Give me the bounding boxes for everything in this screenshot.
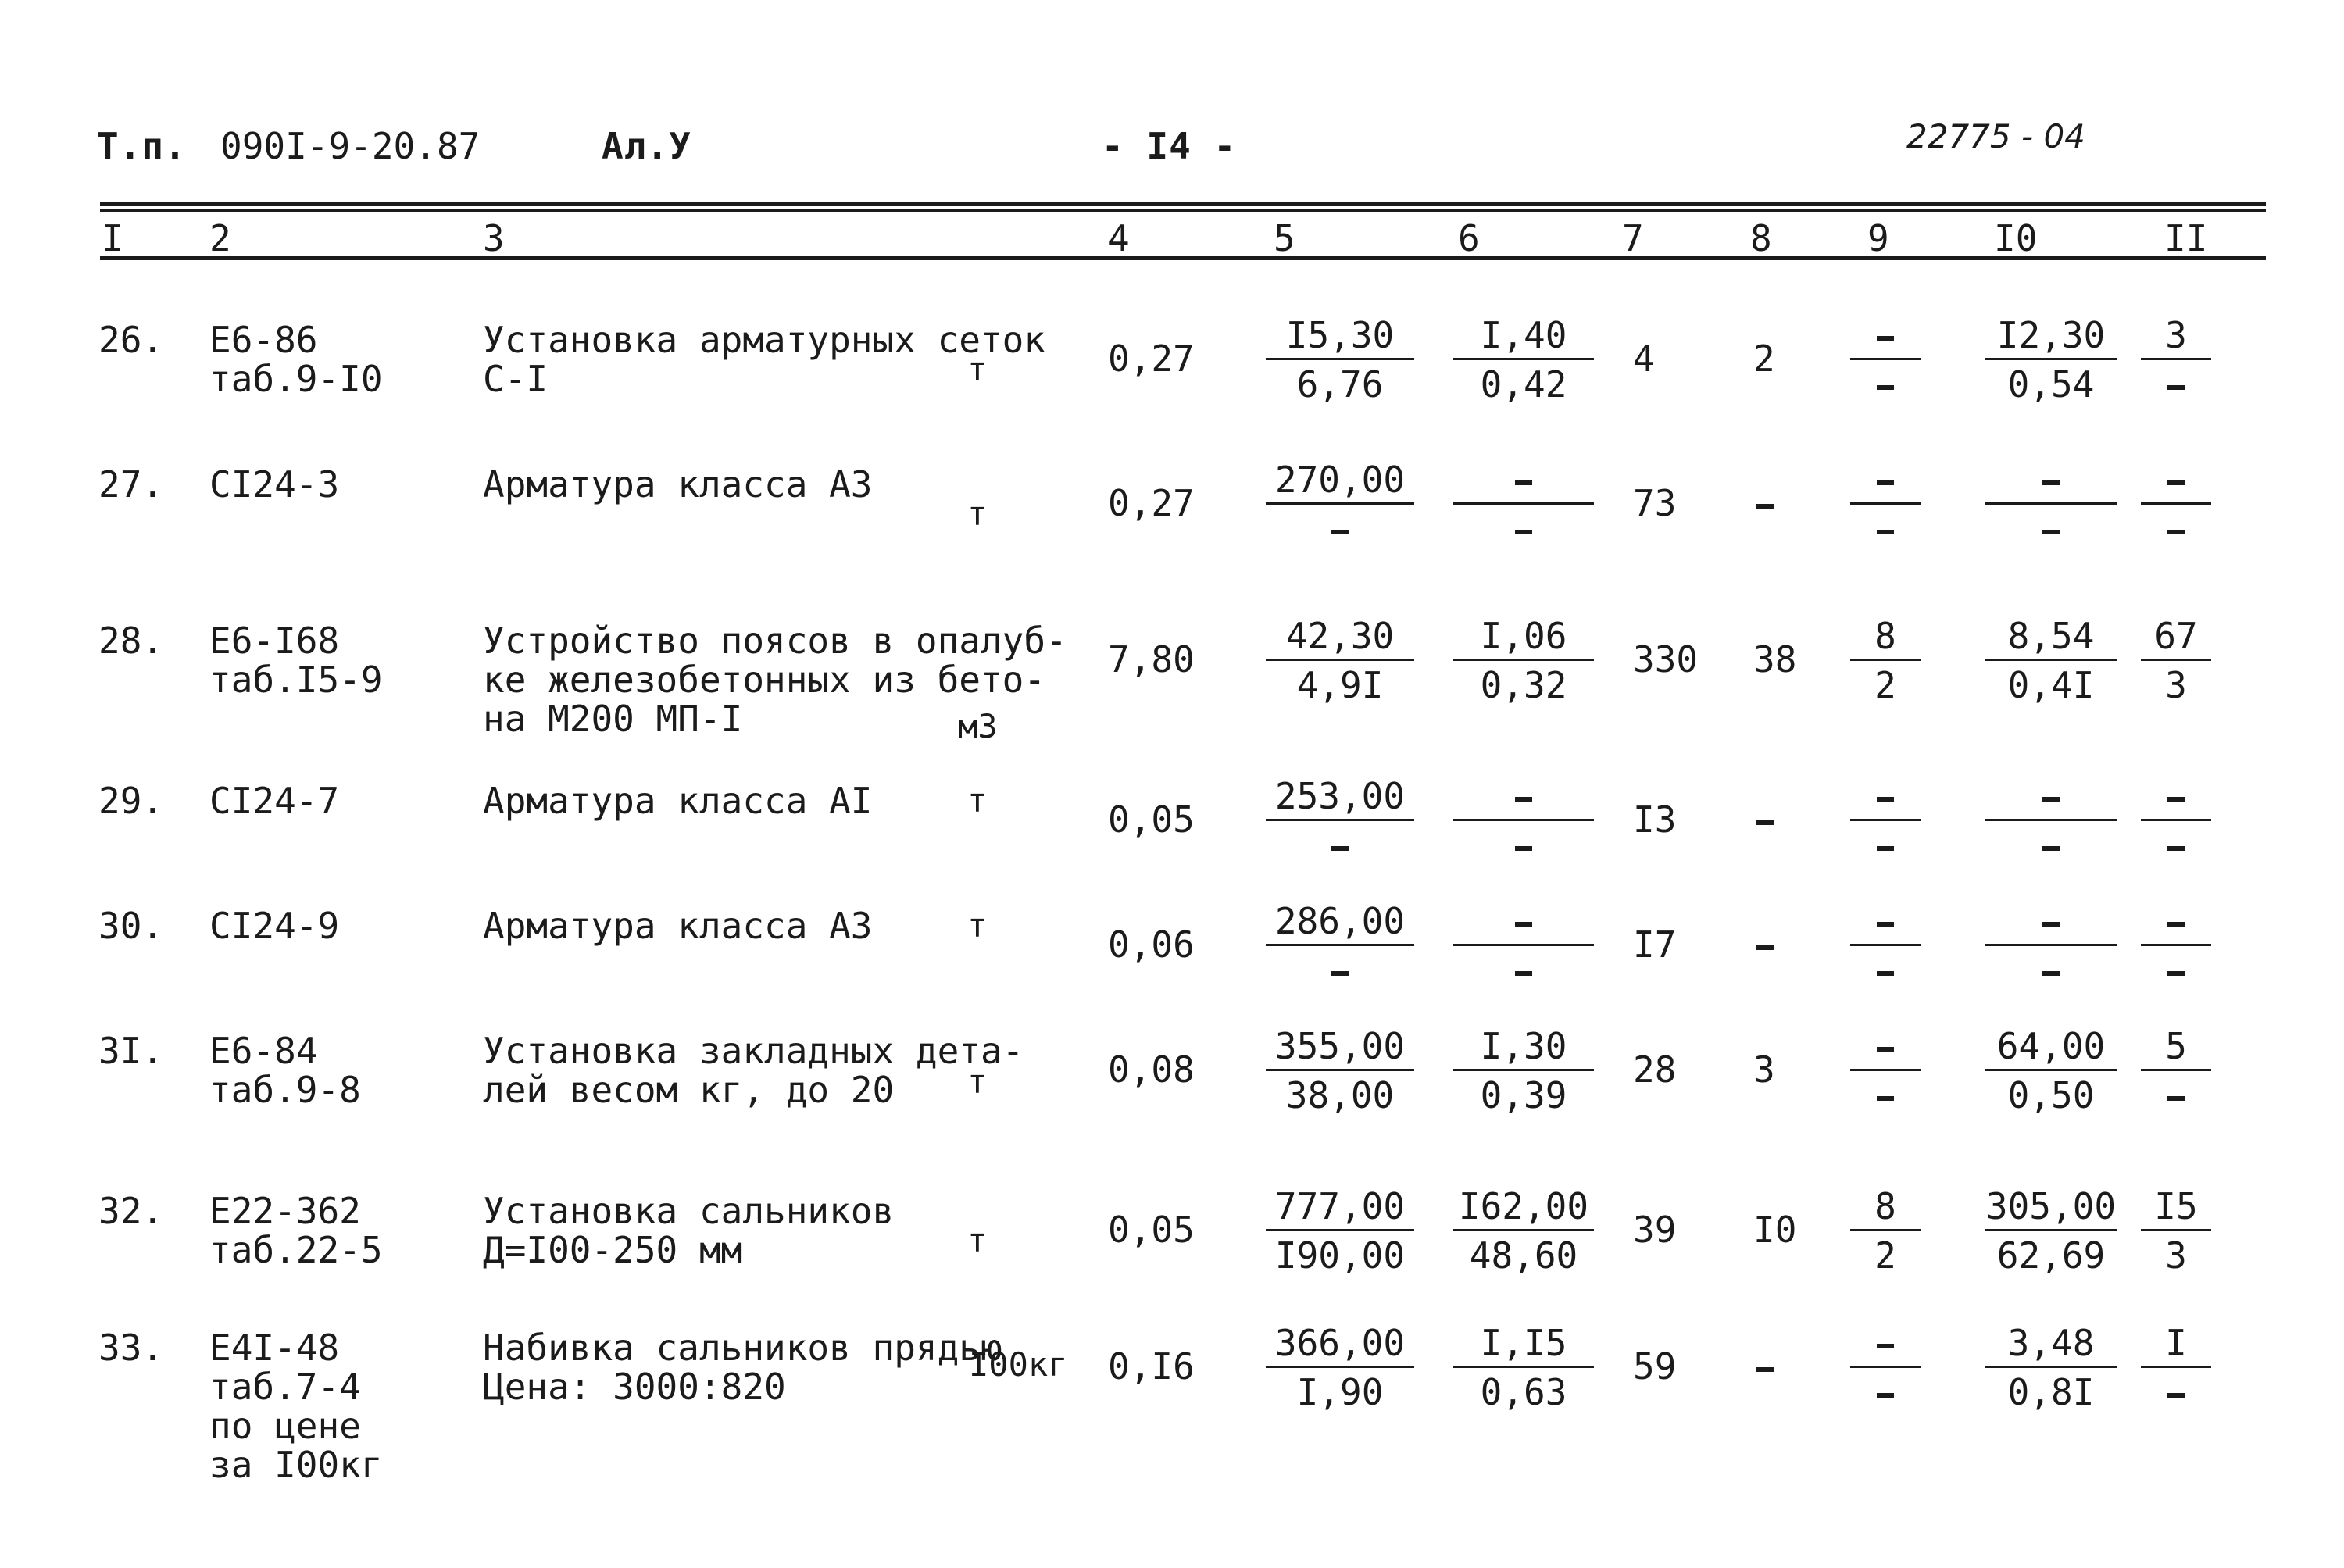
col8-value: 2 xyxy=(1753,338,1775,380)
col5-value-numerator: 777,00 xyxy=(1274,1185,1406,1227)
col11-value-numerator xyxy=(2141,777,2211,817)
col-header-3: 3 xyxy=(483,217,505,259)
col5-value xyxy=(1266,316,1414,405)
rate-code: СI24-3 xyxy=(209,463,340,505)
col11-value-fraction-bar xyxy=(2141,944,2211,946)
col11-value-denominator xyxy=(2141,1373,2211,1413)
col8-value: 38 xyxy=(1753,638,1797,680)
col11-value xyxy=(2141,777,2211,866)
unit-of-measure: т xyxy=(967,781,988,820)
col7-value: I7 xyxy=(1633,923,1677,966)
col6-value-numerator: I,30 xyxy=(1480,1025,1567,1067)
col6-value-fraction-bar xyxy=(1453,1366,1594,1368)
col6-value xyxy=(1453,616,1594,706)
col5-value-fraction-bar xyxy=(1266,944,1414,946)
col11-value-denominator: 3 xyxy=(2165,1234,2187,1277)
col9-value-numerator xyxy=(1850,777,1921,817)
col6-value-dash xyxy=(1515,530,1532,534)
col11-value xyxy=(2141,1323,2211,1413)
col9-value-numerator xyxy=(1850,1323,1921,1364)
col10-value-denominator xyxy=(1985,509,2117,550)
col11-value-fraction-bar xyxy=(2141,358,2211,360)
col5-value-numerator: 42,30 xyxy=(1285,615,1395,657)
col10-value-dash xyxy=(2042,971,2060,976)
col9-value xyxy=(1850,460,1921,550)
top-double-rule-a xyxy=(100,202,2266,206)
col5-value-numerator: 366,00 xyxy=(1274,1322,1406,1364)
col-header-6: 6 xyxy=(1458,217,1480,259)
col6-value-fraction-bar xyxy=(1453,502,1594,505)
work-description: Установка закладных дета- лей весом кг, до 20 xyxy=(483,1030,1024,1111)
quantity: 7,80 xyxy=(1108,638,1195,680)
col11-value-dash xyxy=(2167,922,2185,927)
col9-value-fraction-bar xyxy=(1850,502,1921,505)
col9-value-dash xyxy=(1877,1047,1894,1052)
col6-value-dash xyxy=(1515,797,1532,802)
col6-value xyxy=(1453,316,1594,405)
col6-value-denominator: 0,63 xyxy=(1480,1371,1567,1413)
col11-value-fraction-bar xyxy=(2141,1069,2211,1071)
col10-value-denominator: 0,50 xyxy=(2007,1074,2095,1116)
col11-value-dash xyxy=(2167,797,2185,802)
col10-value-dash xyxy=(2042,480,2060,485)
col11-value-dash xyxy=(2167,1096,2185,1101)
col5-value-dash xyxy=(1331,846,1349,851)
col10-value-fraction-bar xyxy=(1985,1069,2117,1071)
col11-value-denominator xyxy=(2141,951,2211,991)
col9-value xyxy=(1850,616,1921,706)
col11-value-dash xyxy=(2167,530,2185,534)
col5-value-numerator: 270,00 xyxy=(1274,459,1406,501)
column-header-rule xyxy=(100,256,2266,260)
col9-value-numerator: 8 xyxy=(1874,615,1896,657)
col5-value-denominator xyxy=(1266,826,1414,866)
col9-value-denominator xyxy=(1850,509,1921,550)
col6-value-fraction-bar xyxy=(1453,819,1594,821)
col7-value: 330 xyxy=(1633,638,1699,680)
col9-value-fraction-bar xyxy=(1850,659,1921,661)
col10-value-fraction-bar xyxy=(1985,1229,2117,1231)
col6-value-fraction-bar xyxy=(1453,659,1594,661)
col-header-2: 2 xyxy=(209,217,231,259)
col5-value-denominator xyxy=(1266,509,1414,550)
col9-value-denominator: 2 xyxy=(1874,1234,1896,1277)
col-header-11: II xyxy=(2164,217,2208,259)
col11-value-fraction-bar xyxy=(2141,819,2211,821)
top-double-rule-b xyxy=(100,209,2266,212)
col5-value-fraction-bar xyxy=(1266,1229,1414,1231)
col9-value xyxy=(1850,1323,1921,1413)
col7-value: 39 xyxy=(1633,1209,1677,1251)
rate-code: Е6-I68 таб.I5-9 xyxy=(209,620,383,701)
col8-dash xyxy=(1756,945,1774,950)
col11-value-numerator xyxy=(2141,460,2211,501)
row-number: 26. xyxy=(98,319,164,361)
col-header-1: I xyxy=(102,217,123,259)
col10-value xyxy=(1985,1187,2117,1277)
col5-value-fraction-bar xyxy=(1266,659,1414,661)
col-header-8: 8 xyxy=(1750,217,1772,259)
col6-value-fraction-bar xyxy=(1453,1229,1594,1231)
col5-value-denominator: I90,00 xyxy=(1274,1234,1406,1277)
page-number: - I4 - xyxy=(1102,125,1237,167)
col10-value-fraction-bar xyxy=(1985,1366,2117,1368)
col11-value xyxy=(2141,1187,2211,1277)
col9-value-dash xyxy=(1877,530,1894,534)
col5-value-denominator: I,90 xyxy=(1296,1371,1384,1413)
col11-value-numerator: 67 xyxy=(2154,615,2198,657)
col7-value: I3 xyxy=(1633,798,1677,841)
col5-value-numerator: I5,30 xyxy=(1285,314,1395,356)
col9-value xyxy=(1850,777,1921,866)
col9-value-dash xyxy=(1877,846,1894,851)
col10-value-fraction-bar xyxy=(1985,358,2117,360)
col10-value xyxy=(1985,1027,2117,1116)
quantity: 0,08 xyxy=(1108,1048,1195,1091)
col6-value-numerator xyxy=(1453,777,1594,817)
col8-value: 3 xyxy=(1753,1048,1775,1091)
col10-value-numerator: 305,00 xyxy=(1985,1185,2117,1227)
col11-value-numerator: 3 xyxy=(2165,314,2187,356)
col6-value-denominator xyxy=(1453,951,1594,991)
work-description: Арматура класса А3 xyxy=(483,905,873,947)
col10-value-numerator: 64,00 xyxy=(1996,1025,2106,1067)
col-header-4: 4 xyxy=(1108,217,1130,259)
col6-value xyxy=(1453,1027,1594,1116)
col9-value xyxy=(1850,316,1921,405)
unit-of-measure: т xyxy=(967,906,988,945)
col6-value-denominator: 48,60 xyxy=(1469,1234,1578,1277)
col11-value-denominator: 3 xyxy=(2165,664,2187,706)
row-number: 27. xyxy=(98,463,164,505)
col10-value xyxy=(1985,1323,2117,1413)
col11-value-numerator: I xyxy=(2165,1322,2187,1364)
quantity: 0,05 xyxy=(1108,798,1195,841)
col10-value-denominator: 62,69 xyxy=(1996,1234,2106,1277)
col9-value-fraction-bar xyxy=(1850,944,1921,946)
col10-value-denominator xyxy=(1985,951,2117,991)
col11-value-fraction-bar xyxy=(2141,659,2211,661)
col6-value-denominator: 0,39 xyxy=(1480,1074,1567,1116)
rate-code: Е6-86 таб.9-I0 xyxy=(209,319,383,400)
work-description: Устройство поясов в опалуб- ке железобетонных из бето- на М200 МП-I xyxy=(483,620,1067,740)
unit-of-measure: т xyxy=(967,1221,988,1259)
col5-value xyxy=(1266,1323,1414,1413)
col8-dash xyxy=(1756,820,1774,825)
col9-value-dash xyxy=(1877,797,1894,802)
col11-value xyxy=(2141,460,2211,550)
col6-value-denominator: 0,32 xyxy=(1480,664,1567,706)
col11-value-numerator: 5 xyxy=(2165,1025,2187,1067)
quantity: 0,I6 xyxy=(1108,1345,1195,1388)
col9-value-dash xyxy=(1877,336,1894,341)
col11-value xyxy=(2141,1027,2211,1116)
col7-value: 28 xyxy=(1633,1048,1677,1091)
work-description: Установка арматурных сеток С-I xyxy=(483,319,1046,400)
col9-value-fraction-bar xyxy=(1850,1069,1921,1071)
col-header-7: 7 xyxy=(1622,217,1644,259)
col11-value-dash xyxy=(2167,385,2185,390)
col5-value xyxy=(1266,460,1414,550)
col10-value-dash xyxy=(2042,922,2060,927)
col5-value-numerator: 253,00 xyxy=(1274,775,1406,817)
col6-value xyxy=(1453,1323,1594,1413)
rate-code: Е6-84 таб.9-8 xyxy=(209,1030,361,1111)
row-number: 28. xyxy=(98,620,164,662)
col6-value xyxy=(1453,777,1594,866)
row-number: 3I. xyxy=(98,1030,164,1072)
rate-code: Е22-362 таб.22-5 xyxy=(209,1190,383,1271)
col5-value-dash xyxy=(1331,971,1349,976)
col6-value-numerator: I,40 xyxy=(1480,314,1567,356)
col5-value xyxy=(1266,1027,1414,1116)
col11-value-denominator xyxy=(2141,1076,2211,1116)
col10-value-fraction-bar xyxy=(1985,819,2117,821)
col10-value-fraction-bar xyxy=(1985,944,2117,946)
col10-value-denominator xyxy=(1985,826,2117,866)
tp-label: Т.п. xyxy=(97,125,187,167)
col6-value xyxy=(1453,902,1594,991)
col11-value xyxy=(2141,902,2211,991)
col11-value-dash xyxy=(2167,1393,2185,1398)
col5-value-numerator: 355,00 xyxy=(1274,1025,1406,1067)
col11-value-numerator xyxy=(2141,902,2211,942)
col10-value-numerator xyxy=(1985,777,2117,817)
col9-value-denominator xyxy=(1850,1076,1921,1116)
col6-value xyxy=(1453,1187,1594,1277)
col6-value-denominator xyxy=(1453,509,1594,550)
col10-value-numerator xyxy=(1985,902,2117,942)
col6-value-dash xyxy=(1515,922,1532,927)
col7-value: 73 xyxy=(1633,482,1677,524)
col10-value-dash xyxy=(2042,797,2060,802)
col11-value-denominator xyxy=(2141,509,2211,550)
col9-value-fraction-bar xyxy=(1850,1366,1921,1368)
col9-value-dash xyxy=(1877,1096,1894,1101)
work-description: Установка сальников Д=I00-250 мм xyxy=(483,1190,895,1271)
work-description: Арматура класса А3 xyxy=(483,463,873,505)
col8-dash xyxy=(1756,1367,1774,1372)
col11-value-denominator xyxy=(2141,365,2211,405)
col8-value: I0 xyxy=(1753,1209,1797,1251)
col6-value-denominator xyxy=(1453,826,1594,866)
col9-value-dash xyxy=(1877,971,1894,976)
col9-value-dash xyxy=(1877,480,1894,485)
album-label: Ал.У xyxy=(602,125,691,167)
col6-value-numerator xyxy=(1453,460,1594,501)
col9-value-fraction-bar xyxy=(1850,358,1921,360)
col11-value-fraction-bar xyxy=(2141,1229,2211,1231)
col9-value-numerator xyxy=(1850,902,1921,942)
unit-of-measure: I00кг xyxy=(969,1345,1068,1384)
col5-value-numerator: 286,00 xyxy=(1274,900,1406,942)
unit-of-measure: т xyxy=(967,1063,988,1101)
col9-value-fraction-bar xyxy=(1850,819,1921,821)
col9-value-numerator xyxy=(1850,460,1921,501)
col9-value xyxy=(1850,902,1921,991)
col11-value-denominator xyxy=(2141,826,2211,866)
col7-value: 59 xyxy=(1633,1345,1677,1388)
work-description: Арматура класса АI xyxy=(483,780,873,822)
col10-value-fraction-bar xyxy=(1985,659,2117,661)
col7-value: 4 xyxy=(1633,338,1655,380)
col5-value-fraction-bar xyxy=(1266,502,1414,505)
col9-value-numerator: 8 xyxy=(1874,1185,1896,1227)
col11-value-dash xyxy=(2167,846,2185,851)
col9-value-numerator xyxy=(1850,316,1921,356)
doc-number: 22775 - 04 xyxy=(1906,117,2085,155)
col6-value-fraction-bar xyxy=(1453,1069,1594,1071)
col10-value xyxy=(1985,902,2117,991)
col5-value xyxy=(1266,1187,1414,1277)
row-number: 29. xyxy=(98,780,164,822)
col9-value-dash xyxy=(1877,1393,1894,1398)
col6-value-fraction-bar xyxy=(1453,944,1594,946)
col5-value-fraction-bar xyxy=(1266,358,1414,360)
col11-value-fraction-bar xyxy=(2141,502,2211,505)
col6-value-numerator: I,I5 xyxy=(1480,1322,1567,1364)
col10-value-numerator: I2,30 xyxy=(1996,314,2106,356)
col9-value-numerator xyxy=(1850,1027,1921,1067)
col11-value xyxy=(2141,316,2211,405)
col10-value xyxy=(1985,616,2117,706)
work-description: Набивка сальников прядью Цена: 3000:820 xyxy=(483,1327,1002,1408)
col9-value-denominator xyxy=(1850,365,1921,405)
quantity: 0,27 xyxy=(1108,338,1195,380)
col11-value xyxy=(2141,616,2211,706)
project-code: 090I-9-20.87 xyxy=(220,125,481,167)
col5-value xyxy=(1266,777,1414,866)
col9-value-denominator: 2 xyxy=(1874,664,1896,706)
unit-of-measure: т xyxy=(967,495,988,533)
col5-value-fraction-bar xyxy=(1266,819,1414,821)
col5-value xyxy=(1266,616,1414,706)
col6-value-fraction-bar xyxy=(1453,358,1594,360)
col9-value-denominator xyxy=(1850,1373,1921,1413)
col9-value xyxy=(1850,1027,1921,1116)
col10-value-dash xyxy=(2042,846,2060,851)
unit-of-measure: т xyxy=(967,350,988,388)
rate-code: СI24-9 xyxy=(209,905,340,947)
col9-value-dash xyxy=(1877,922,1894,927)
col5-value-denominator xyxy=(1266,951,1414,991)
quantity: 0,05 xyxy=(1108,1209,1195,1251)
col-header-10: I0 xyxy=(1994,217,2038,259)
col5-value-denominator: 6,76 xyxy=(1296,363,1384,405)
col10-value-denominator: 0,54 xyxy=(2007,363,2095,405)
col5-value-fraction-bar xyxy=(1266,1366,1414,1368)
col5-value xyxy=(1266,902,1414,991)
col9-value-denominator xyxy=(1850,826,1921,866)
col-header-9: 9 xyxy=(1867,217,1889,259)
col5-value-fraction-bar xyxy=(1266,1069,1414,1071)
col10-value xyxy=(1985,460,2117,550)
row-number: 30. xyxy=(98,905,164,947)
col5-value-dash xyxy=(1331,530,1349,534)
quantity: 0,06 xyxy=(1108,923,1195,966)
col6-value-numerator: I,06 xyxy=(1480,615,1567,657)
col11-value-numerator: I5 xyxy=(2154,1185,2198,1227)
row-number: 32. xyxy=(98,1190,164,1232)
col8-dash xyxy=(1756,504,1774,509)
col10-value-denominator: 0,8I xyxy=(2007,1371,2095,1413)
col9-value xyxy=(1850,1187,1921,1277)
col11-value-fraction-bar xyxy=(2141,1366,2211,1368)
col9-value-fraction-bar xyxy=(1850,1229,1921,1231)
col5-value-denominator: 38,00 xyxy=(1285,1074,1395,1116)
rate-code: Е4I-48 таб.7-4 по цене за I00кг xyxy=(209,1327,383,1486)
col10-value-numerator: 8,54 xyxy=(2007,615,2095,657)
col9-value-dash xyxy=(1877,1344,1894,1348)
row-number: 33. xyxy=(98,1327,164,1369)
col11-value-dash xyxy=(2167,480,2185,485)
col5-value-denominator: 4,9I xyxy=(1296,664,1384,706)
col11-value-dash xyxy=(2167,971,2185,976)
quantity: 0,27 xyxy=(1108,482,1195,524)
col9-value-dash xyxy=(1877,385,1894,390)
col10-value-numerator: 3,48 xyxy=(2007,1322,2095,1364)
rate-code: СI24-7 xyxy=(209,780,340,822)
col6-value xyxy=(1453,460,1594,550)
col6-value-dash xyxy=(1515,480,1532,485)
col6-value-numerator: I62,00 xyxy=(1458,1185,1589,1227)
col10-value-fraction-bar xyxy=(1985,502,2117,505)
col10-value xyxy=(1985,777,2117,866)
col10-value-dash xyxy=(2042,530,2060,534)
col9-value-denominator xyxy=(1850,951,1921,991)
unit-of-measure: м3 xyxy=(958,707,998,745)
col6-value-numerator xyxy=(1453,902,1594,942)
col6-value-dash xyxy=(1515,971,1532,976)
col6-value-denominator: 0,42 xyxy=(1480,363,1567,405)
col6-value-dash xyxy=(1515,846,1532,851)
col-header-5: 5 xyxy=(1274,217,1295,259)
col10-value xyxy=(1985,316,2117,405)
col10-value-denominator: 0,4I xyxy=(2007,664,2095,706)
col10-value-numerator xyxy=(1985,460,2117,501)
